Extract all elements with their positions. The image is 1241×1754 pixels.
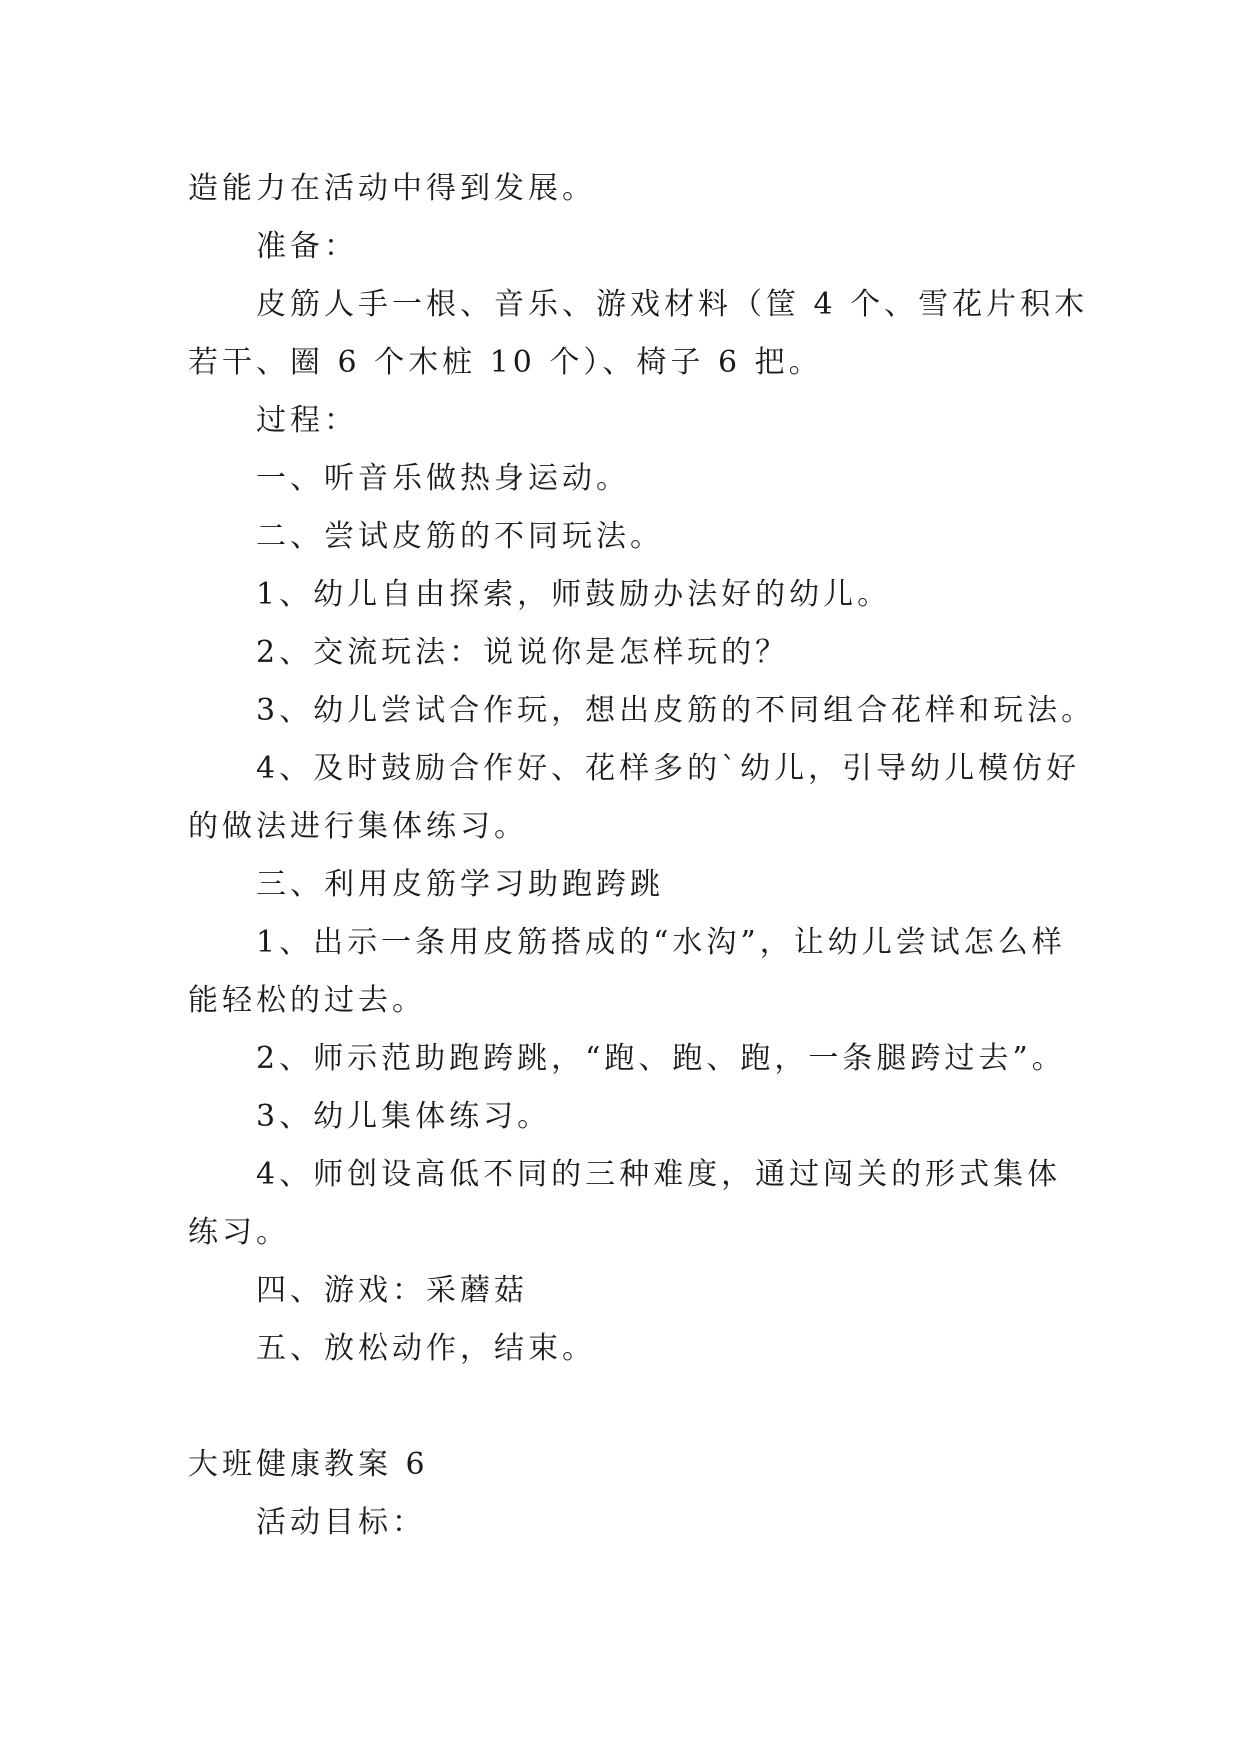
text-line: 四、游戏：采蘑菇: [256, 1273, 528, 1308]
text-line: 若干、圈 6 个木桩 10 个）、椅子 6 把。: [188, 345, 823, 380]
text-line: 二、尝试皮筋的不同玩法。: [256, 519, 664, 554]
section-heading-preparation: 准备：: [256, 229, 358, 264]
text-line: 1、出示一条用皮筋搭成的“水沟”，让幼儿尝试怎么样: [256, 925, 1066, 960]
document-title: 大班健康教案 6: [188, 1447, 429, 1482]
text-line: 4、师创设高低不同的三种难度，通过闯关的形式集体: [256, 1157, 1062, 1192]
text-line: 能轻松的过去。: [188, 983, 426, 1018]
text-line: 造能力在活动中得到发展。: [188, 171, 596, 206]
document-body: [188, 160, 1096, 1552]
text-line: 一、听音乐做热身运动。: [256, 461, 630, 496]
text-line: 的做法进行集体练习。: [188, 809, 528, 844]
text-line: 皮筋人手一根、音乐、游戏材料（筐 4 个、雪花片积木: [256, 287, 1089, 322]
text-line: 1、幼儿自由探索，师鼓励办法好的幼儿。: [256, 577, 892, 612]
text-line: 练习。: [188, 1215, 290, 1250]
text-line: 3、幼儿集体练习。: [256, 1099, 552, 1134]
text-line: 2、交流玩法：说说你是怎样玩的？: [256, 635, 790, 670]
section-heading-process: 过程：: [256, 403, 358, 438]
text-line: 3、幼儿尝试合作玩，想出皮筋的不同组合花样和玩法。: [256, 693, 1096, 728]
section-heading-objectives: 活动目标：: [256, 1505, 426, 1540]
text-line: 2、师示范助跑跨跳，“跑、跑、跑，一条腿跨过去”。: [256, 1041, 1066, 1076]
text-line: 五、放松动作，结束。: [256, 1331, 596, 1366]
spacer: [188, 1378, 1068, 1436]
text-line: 4、及时鼓励合作好、花样多的`幼儿，引导幼儿模仿好: [256, 751, 1081, 786]
text-line: 三、利用皮筋学习助跑跨跳: [256, 867, 664, 902]
